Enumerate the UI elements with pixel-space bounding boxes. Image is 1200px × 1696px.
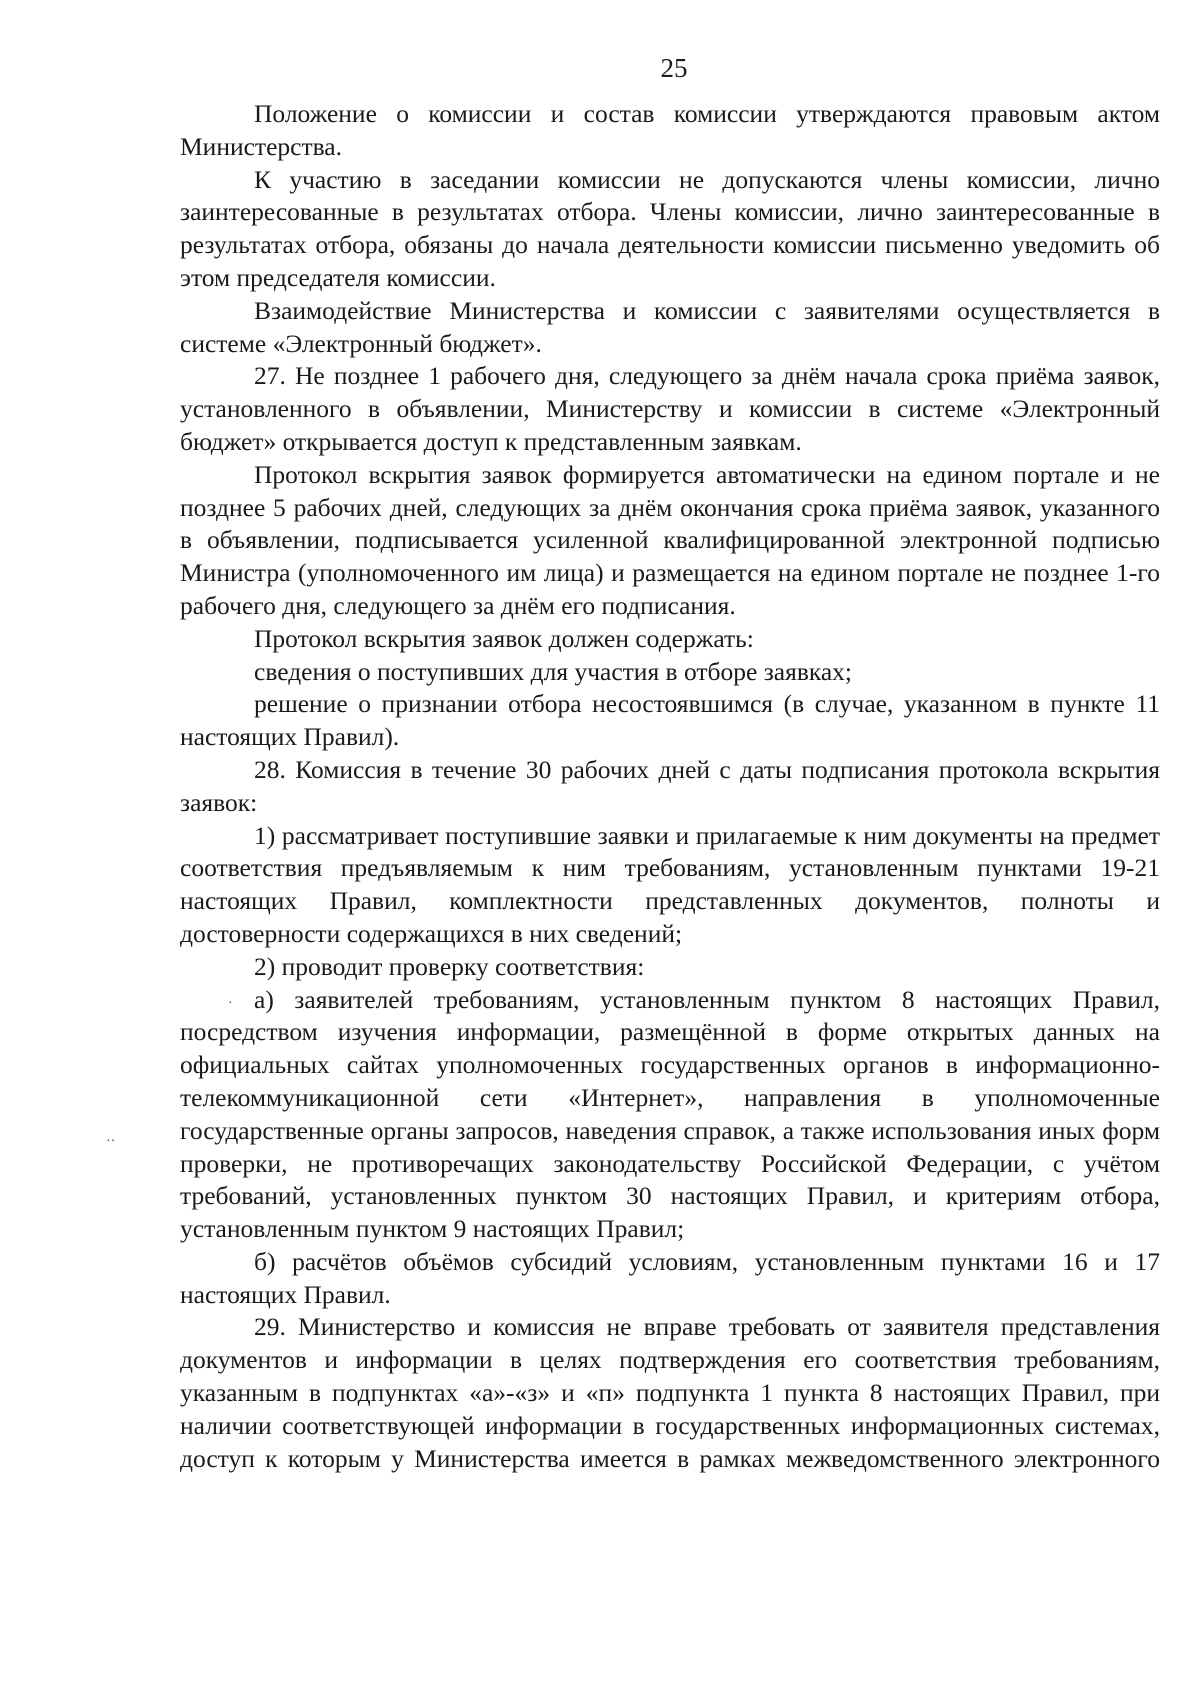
paragraph-clause-28-item-2b: б) расчётов объёмов субсидий условиям, установленным пунктами 16 и 17 настоящих Правил. [180, 1246, 1160, 1309]
paragraph-interaction-system: Взаимодействие Министерства и комиссии с заявителями осуществляется в системе «Электронный бюджет». [180, 295, 1160, 358]
paragraph-opening-protocol: Протокол вскрытия заявок формируется автоматически на едином портале и не позднее 5 рабочих дней, следующих за днём окончания срока приёма заявок, указанного в объявлении, подписывается усиленной квалифицированной электронной подписью Министра (уполномоченного им лица) и размещается на едином портале не позднее 1-го рабочего дня, следующего за днём его подписания. [180, 459, 1160, 620]
paragraph-conflict-of-interest: К участию в заседании комиссии не допускаются члены комиссии, лично заинтересованные в результатах отбора. Члены комиссии, лично заинтересованные в результатах отбора, обязаны до начала деятельности комиссии письменно уведомить об этом председателя комиссии. [180, 164, 1160, 292]
scan-dot-mark: · [228, 996, 233, 1011]
paragraph-clause-28-item-1: 1) рассматривает поступившие заявки и прилагаемые к ним документы на предмет соответствия предъявляемым к ним требованиям, установленным пунктами 19-21 настоящих Правил, комплектности представленных документов, полноты и достоверности содержащихся в них сведений; [180, 820, 1160, 948]
page-number [0, 52, 1200, 84]
paragraph-clause-28-item-2: 2) проводит проверку соответствия: [254, 951, 645, 981]
paragraph-protocol-contents: Протокол вскрытия заявок должен содержать: [254, 623, 754, 653]
page-number-text: 25 [660, 53, 688, 83]
paragraph-commission-regulation: Положение о комиссии и состав комиссии утверждаются правовым актом Министерства. [180, 99, 1160, 161]
paragraph-clause-28: 28. Комиссия в течение 30 рабочих дней с даты подписания протокола вскрытия заявок: [180, 754, 1160, 817]
paragraph-protocol-item-applications: сведения о поступивших для участия в отборе заявках; [254, 656, 853, 686]
paragraph-clause-28-item-2a: а) заявителей требованиям, установленным пунктом 8 настоящих Правил, посредством изучения информации, размещённой в форме открытых данных на официальных сайтах уполномоченных государственных органов в информационно-телекоммуникационной сети «Интернет», направления в уполномоченные государственные органы запросов, наведения справок, а также использования иных форм проверки, не противоречащих законодательству Российской Федерации, с учётом требований, установленных пунктом 30 настоящих Правил, и критериям отбора, установленным пунктом 9 настоящих Правил; [180, 984, 1160, 1244]
document-body [180, 98, 1160, 1475]
scan-dot-mark: ·· [106, 1134, 116, 1149]
paragraph-clause-27: 27. Не позднее 1 рабочего дня, следующего за днём начала срока приёма заявок, установленного в объявлении, Министерству и комиссии в системе «Электронный бюджет» открывается доступ к представленным заявкам. [180, 361, 1160, 456]
paragraph-protocol-item-failed-selection: решение о признании отбора несостоявшимся (в случае, указанном в пункте 11 настоящих Правил). [180, 689, 1160, 752]
paragraph-clause-29: 29. Министерство и комиссия не вправе требовать от заявителя представления документов и информации в целях подтверждения его соответствия требованиям, указанным в подпунктах «а»-«з» и «п» подпункта 1 пункта 8 настоящих Правил, при наличии соответствующей информации в государственных информационных системах, доступ к которым у Министерства имеется в рамках межведомственного электронного [180, 1312, 1160, 1473]
